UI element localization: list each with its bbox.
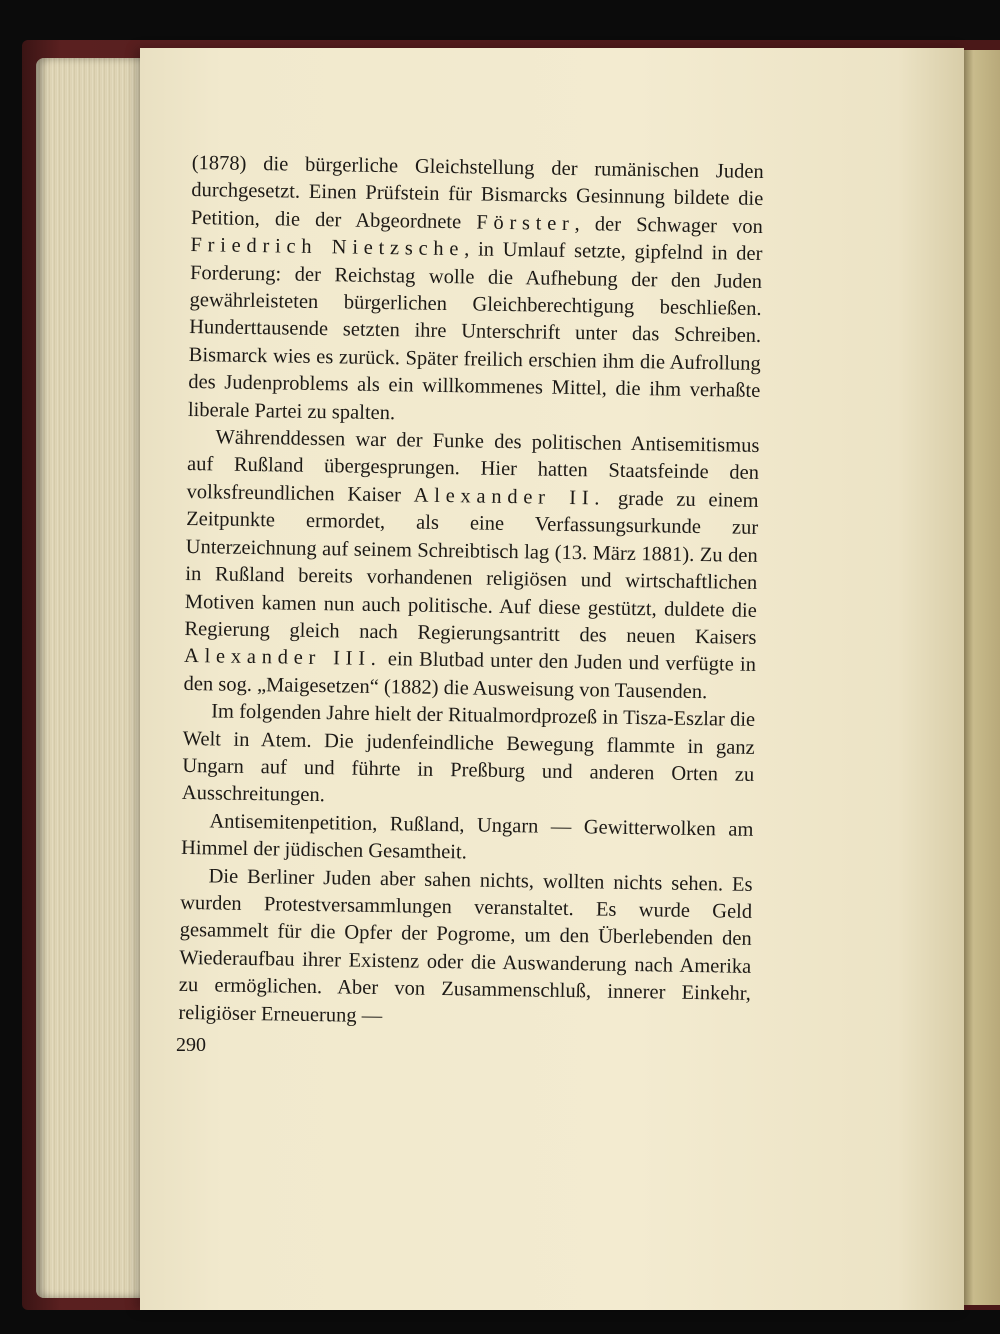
spaced-name: Friedrich Nietzsche (190, 234, 465, 261)
paragraph (178, 862, 753, 1035)
text-run: grade zu einem Zeitpunkte ermordet, als eine Verfassungsurkunde zur Unterzeichnung auf seinem Schreibtisch lag (13. März 1881). Zu den in Rußland bereits vorhandenen religiösen und wirtschaftlichen Motiven kamen nun auch politische. Auf diese gestützt, duldete die Regierung gleich nach Regierungsantritt des neuen Kaisers (184, 487, 759, 649)
text-run: ein Blutbad unter den Juden und verfügte in den sog. „Maigesetzen“ (1882) die Ausweisung von Tausenden. (183, 648, 757, 703)
spaced-name: Alexander II. (413, 484, 606, 510)
text-run: Im folgenden Jahre hielt der Ritualmordprozeß in Tisza-Eszlar die Welt in Atem. Die judenfeindliche Bewegung flammte in ganz Ungarn auf und führte in Preßburg und anderen Orten zu Ausschreitungen. (181, 700, 756, 807)
page-number: 290 (176, 1034, 206, 1056)
text-run: , der Schwager von (574, 212, 764, 238)
paragraph (188, 150, 764, 433)
paragraph (183, 424, 759, 707)
paragraph (182, 698, 756, 817)
spaced-name: Förster (476, 211, 575, 235)
text-run: (1878) die bürgerliche Gleichstellung der rumänischen Juden durchgesetzt. Einen Prüfstein für Bismarcks Gesinnung bildete die Petition, die der Abgeordnete (190, 151, 764, 234)
text-run: Antisemitenpetition, Rußland, Ungarn — Gewitterwolken am Himmel der jüdischen Gesamtheit. (180, 810, 754, 864)
text-run: , in Umlauf setzte, gipfelnd in der Forderung: der Reichstag wolle die Aufhebung der den Juden gewährleisteten bürgerlichen Gleichberechtigung beschließen. Hunderttausende setzten ihre Unterschrift unter das Schreiben. Bismarck wies es zurück. Später freilich erschien ihm die Aufrollung des Judenproblems als ein willkommenes Mittel, die ihm verhaßte liberale Partei zu spalten. (187, 238, 763, 424)
text-run: Die Berliner Juden aber sahen nichts, wollten nichts sehen. Es wurden Protestversammlungen veranstaltet. Es wurde Geld gesammelt für die Opfer der Pogrome, um den Überlebenden den Wiederaufbau ihrer Existenz oder die Auswanderung nach Amerika zu ermöglichen. Aber von Zusammenschluß, innerer Einkehr, religiöser Erneuerung — (178, 864, 753, 1027)
text-run: Währenddessen war der Funke des politischen Antisemitismus auf Rußland übergesprungen. Hier hatten Staatsfeinde den volksfreundlichen Kaiser (186, 426, 760, 507)
spaced-name: Alexander III. (183, 645, 382, 671)
page-text (178, 150, 764, 1036)
next-page-edge (962, 50, 1000, 1305)
paragraph (181, 808, 754, 872)
